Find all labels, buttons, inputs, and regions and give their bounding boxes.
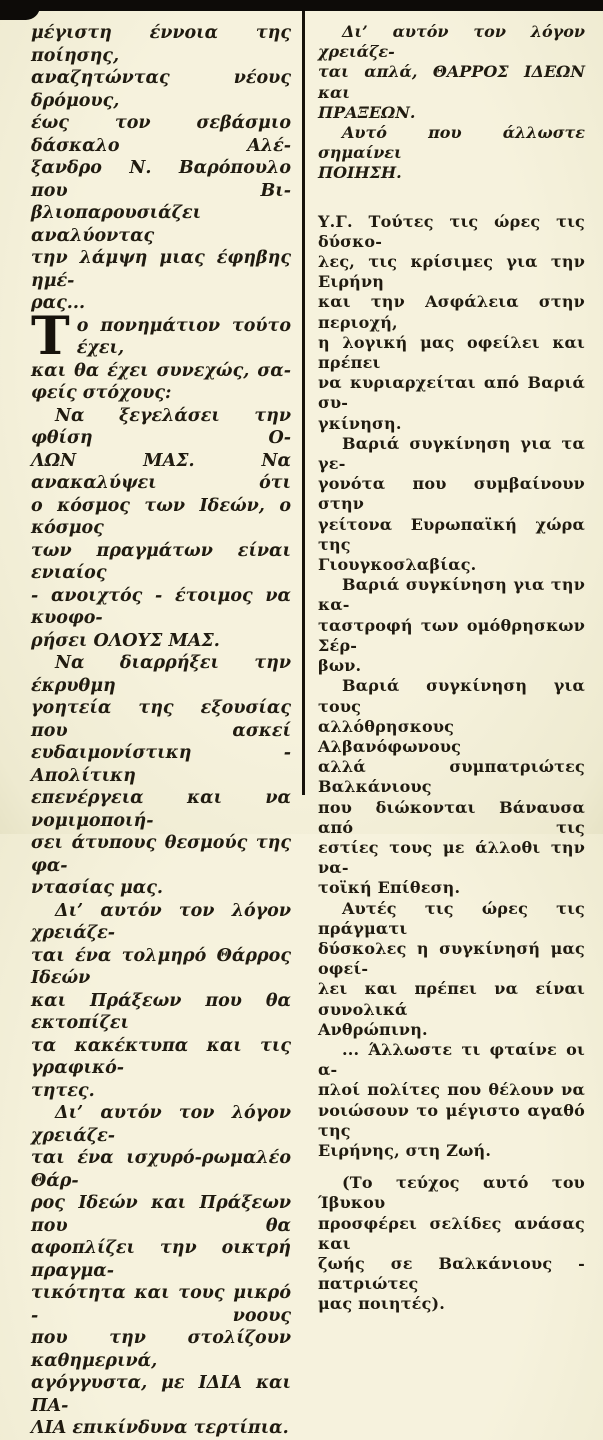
text-line: προσφέρει σελίδες ανάσας και bbox=[318, 1213, 585, 1253]
text-line: δύσκολες η συγκίνησή μας οφεί- bbox=[318, 938, 585, 979]
text-line: γονότα που συμβαίνουν στην bbox=[318, 474, 585, 514]
paragraph bbox=[31, 1102, 291, 1440]
text-line: πλοί πολίτες που θέλουν να bbox=[318, 1080, 585, 1100]
text-line: ευδαιμονίστικη - Απολίτικη bbox=[31, 743, 291, 786]
paragraph bbox=[318, 1040, 585, 1161]
paragraph bbox=[31, 405, 291, 653]
paragraph bbox=[318, 22, 585, 123]
text-line: επενέργεια και να νομιμοποιή- bbox=[31, 788, 291, 831]
column-divider bbox=[302, 11, 305, 795]
text-line: ΠΡΑΞΕΩΝ. bbox=[318, 102, 416, 122]
paragraph bbox=[318, 575, 585, 676]
paragraph bbox=[31, 22, 291, 315]
paragraph bbox=[31, 305, 291, 405]
text-line: Υ.Γ. Τούτες τις ώρες τις δύσκο- bbox=[318, 211, 585, 251]
text-line: γείτονα Ευρωπαϊκή χώρα της bbox=[318, 514, 585, 554]
text-line: σει άτυπους θεσμούς της φα- bbox=[31, 833, 291, 876]
left-column bbox=[31, 22, 291, 1440]
text-line: και θα έχει συνεχώς, σα- bbox=[31, 360, 291, 381]
text-line: λες, τις κρίσιμες για την Ειρήνη bbox=[318, 252, 585, 292]
text-line: ΛΙΑ επικίνδυνα τερτίπια. bbox=[31, 1418, 289, 1438]
text-line: να κυριαρχείται από Βαριά συ- bbox=[318, 373, 585, 413]
text-line: ξανδρο Ν. Βαρόπουλο που Βι- bbox=[31, 158, 291, 201]
text-line: Βαριά συγκίνηση για τους bbox=[318, 676, 585, 716]
text-line: τοϊκή Επίθεση. bbox=[318, 878, 461, 898]
text-line: βων. bbox=[318, 656, 362, 676]
text-line: που την στολίζουν καθημερινά, bbox=[31, 1328, 291, 1371]
text-line: των πραγμάτων είναι ενιαίος bbox=[31, 540, 291, 583]
text-line: τα κακέκτυπα και τις γραφικό- bbox=[31, 1035, 291, 1078]
text-line: ΛΩΝ ΜΑΣ. Να ανακαλύψει ότι bbox=[31, 450, 291, 493]
text-line: Ειρήνης, στη Ζωή. bbox=[318, 1140, 492, 1160]
text-line: (Το τεύχος αυτό του Ίβυκου bbox=[318, 1173, 585, 1213]
text-line: ρήσει ΟΛΟΥΣ ΜΑΣ. bbox=[31, 630, 220, 651]
text-line: βλιοπαρουσιάζει αναλύοντας bbox=[31, 203, 202, 246]
text-line: Ανθρώπινη. bbox=[318, 1019, 428, 1039]
text-line: αναζητώντας νέους δρόμους, bbox=[31, 68, 291, 111]
text-line: αλλά συμπατριώτες Βαλκάνιους bbox=[318, 757, 585, 797]
top-scan-bar bbox=[0, 0, 603, 11]
text-line: Αυτό που άλλωστε σημαίνει bbox=[318, 123, 585, 163]
text-line: ταστροφή των ομόθρησκων Σέρ- bbox=[318, 615, 585, 655]
drop-cap: Τ bbox=[31, 305, 70, 367]
text-line: μας ποιητές). bbox=[318, 1294, 446, 1314]
paragraph bbox=[318, 1173, 585, 1314]
paragraph bbox=[31, 652, 291, 900]
text-line: ρος Ιδεών και Πράξεων που θα bbox=[31, 1193, 291, 1236]
text-line: ζωής σε Βαλκάνιους - πατριώτες bbox=[318, 1253, 585, 1294]
text-line: και Πράξεων που θα εκτοπίζει bbox=[31, 990, 291, 1033]
paragraph bbox=[31, 900, 291, 1103]
text-line: ... Άλλωστε τι φταίνε οι α- bbox=[318, 1039, 585, 1080]
paragraph bbox=[318, 212, 585, 434]
text-line: Δι’ αυτόν τον λόγον χρειάζε- bbox=[31, 1103, 291, 1146]
text-line: εστίες τους με άλλοθι την να- bbox=[318, 837, 585, 878]
text-line: Να ξεγελάσει την φθίση Ο- bbox=[31, 405, 291, 448]
text-line: γκίνηση. bbox=[318, 413, 402, 433]
text-line: Δι’ αυτόν τον λόγον χρειάζε- bbox=[318, 22, 585, 62]
text-line: Βαριά συγκίνηση για την κα- bbox=[318, 575, 585, 615]
text-line: έως τον σεβάσμιο δάσκαλο Αλέ- bbox=[31, 113, 291, 156]
text-line: ο πονημάτιον τούτο έχει, bbox=[76, 315, 291, 358]
text-line: Γιουγκοσλαβίας. bbox=[318, 555, 477, 575]
text-line: Βαριά συγκίνηση για τα γε- bbox=[318, 433, 585, 474]
paragraph bbox=[318, 676, 585, 898]
text-line: Αυτές τις ώρες τις πράγματι bbox=[318, 898, 585, 938]
right-column bbox=[318, 22, 585, 1315]
paragraph bbox=[318, 123, 585, 184]
text-line: ρας... bbox=[31, 293, 86, 313]
text-line: Δι’ αυτόν τον λόγον χρειάζε- bbox=[31, 900, 291, 943]
text-line: η λογική μας οφείλει και πρέπει bbox=[318, 332, 585, 373]
text-line: νοιώσουν το μέγιστο αγαθό της bbox=[318, 1100, 585, 1140]
text-line: λει και πρέπει να είναι συνολικά bbox=[318, 979, 585, 1019]
text-line: γοητεία της εξουσίας που ασκεί bbox=[31, 698, 291, 741]
text-line: ΠΟΙΗΣΗ. bbox=[318, 163, 402, 183]
text-line: μέγιστη έννοια της ποίησης, bbox=[31, 23, 291, 66]
text-line: ται ένα τολμηρό Θάρρος Ιδεών bbox=[31, 945, 291, 988]
text-line: την λάμψη μιας έφηβης ημέ- bbox=[31, 248, 291, 291]
text-line: ντασίας μας. bbox=[31, 878, 163, 898]
text-line: τικότητα και τους μικρό - νοους bbox=[31, 1283, 291, 1326]
paragraph bbox=[318, 899, 585, 1040]
text-line: ται απλά, ΘΑΡΡΟΣ ΙΔΕΩΝ και bbox=[318, 62, 585, 102]
text-line: που διώκονται Βάναυσα από τις bbox=[318, 797, 585, 837]
text-line: και την Ασφάλεια στην περιοχή, bbox=[318, 292, 585, 332]
text-line: Να διαρρήξει την έκρυθμη bbox=[31, 653, 291, 696]
text-line: τητες. bbox=[31, 1080, 95, 1101]
text-line: αλλόθρησκους Αλβανόφωνους bbox=[318, 716, 462, 756]
text-line: - ανοιχτός - έτοιμος να κυοφο- bbox=[31, 585, 291, 628]
text-line: αγόγγυστα, με ΙΔΙΑ και ΠΑ- bbox=[31, 1373, 291, 1416]
text-line: φείς στόχους: bbox=[31, 383, 172, 403]
text-line: ται ένα ισχυρό-ρωμαλέο Θάρ- bbox=[31, 1148, 291, 1191]
text-line: αφοπλίζει την οικτρή πραγμα- bbox=[31, 1238, 291, 1281]
text-line: ο κόσμος των Ιδεών, ο κόσμος bbox=[31, 495, 291, 538]
paragraph bbox=[318, 434, 585, 575]
